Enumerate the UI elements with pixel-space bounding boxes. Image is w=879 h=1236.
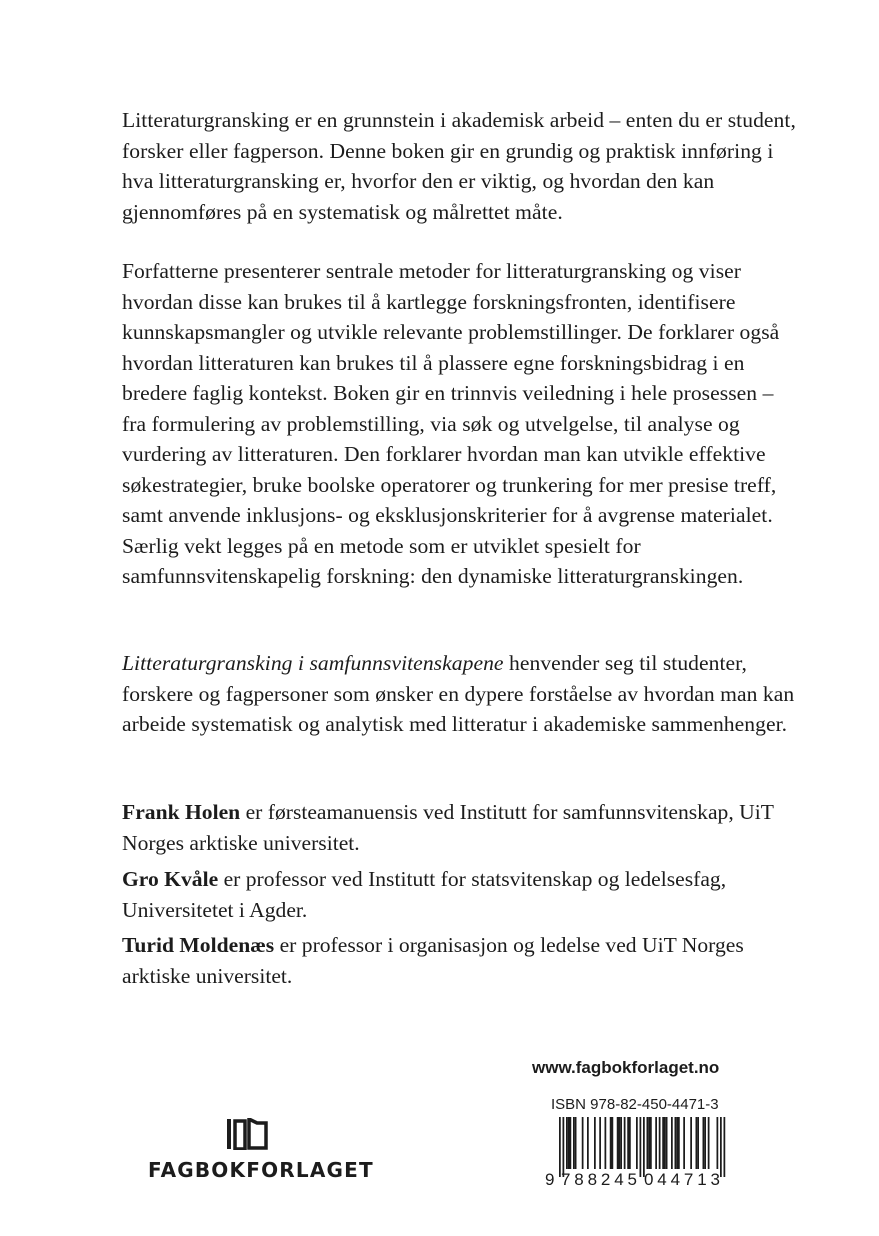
barcode-bar (683, 1117, 685, 1169)
barcode-bar (605, 1117, 607, 1169)
paragraph-text-1: Litteraturgransking er en grunnstein i akademisk arbeid – enten du er student, forsker eller fagperson. Denne boken gir en grundig og praktisk innføring i hva litteraturgransking er, hvorfor den er viktig, og hvordan den kan gjennomføres på en systematisk og målrettet måte. (122, 108, 796, 224)
barcode-bar (582, 1117, 584, 1169)
barcode-bar (575, 1117, 577, 1169)
barcode-bar (629, 1117, 631, 1169)
barcode-bar (570, 1117, 572, 1169)
barcode-bar (568, 1117, 570, 1169)
barcode-bar (703, 1117, 705, 1169)
barcode-bar (717, 1117, 719, 1169)
author-bio-text: er professor ved Institutt for statsvitenskap og ledelsesfag, Universitetet i Agder. (122, 867, 727, 922)
barcode-bar (643, 1117, 645, 1177)
barcode-bar (659, 1117, 661, 1169)
barcode-bar (708, 1117, 710, 1169)
barcode-bar (559, 1117, 561, 1177)
barcode-bar (697, 1117, 699, 1169)
barcode-bar (612, 1117, 614, 1169)
barcode-bar (563, 1117, 565, 1177)
author-name: Gro Kvåle (122, 867, 219, 891)
author-bio-text: er professor i organisasjon og ledelse ved UiT Norges arktiske universitet. (122, 933, 744, 988)
barcode-bar (690, 1117, 692, 1169)
author-bio-text: er førsteamanuensis ved Institutt for samfunnsvitenskap, UiT Norges arktiske universitet. (122, 800, 774, 855)
book-logo-icon (226, 1118, 268, 1150)
barcode-bar (594, 1117, 596, 1169)
barcode-bar (696, 1117, 698, 1169)
barcode-bar (636, 1117, 638, 1169)
isbn-label: ISBN 978-82-450-4471-3 (551, 1096, 719, 1113)
barcode-bar (599, 1117, 601, 1169)
paragraph-text-2: Forfatterne presenterer sentrale metoder for litteraturgransking og viser hvordan disse kan brukes til å kartlegge forskningsfronten, identifisere kunnskapsmangler og utvikle relevante problemstillinger. De forklarer også hvordan litteraturen kan brukes til å plassere egne forskningsbidrag i en bredere faglig kontekst. Boken gir en trinnvis veiledning i hele prosessen – fra formulering av problemstilling, via søk og utvelgelse, til analyse og vurdering av litteraturen. Den forklarer hvordan man kan utvikle effektive søkestrategier, bruke boolske operatorer og trunkering for mer presise treff, samt anvende inklusjons- og eksklusjonskriterier for å avgrense materialet. Særlig vekt legges på en metode som er utviklet spesielt for samfunnsvitenskapelig forskning: den dynamiske litteraturgranskingen. (122, 259, 780, 588)
barcode-bar (627, 1117, 629, 1169)
barcode-bar (566, 1117, 568, 1169)
isbn-barcode (541, 1117, 731, 1189)
barcode-bar (704, 1117, 706, 1169)
barcode-bar (617, 1117, 619, 1169)
description-paragraph-2 (122, 256, 802, 592)
barcode-bars (559, 1117, 725, 1177)
barcode-bar (662, 1117, 664, 1169)
barcode-bar (675, 1117, 677, 1169)
description-paragraph-3 (122, 648, 802, 740)
barcode-first-digit: 9 (545, 1170, 555, 1189)
barcode-bar (640, 1117, 642, 1177)
barcode-bar (650, 1117, 652, 1169)
paragraph-3-rest: henvender seg til studenter, forskere og fagpersoner som ønsker en dypere forståelse av hvordan man kan arbeide systematisk og analytisk med litteratur i akademiske sammenhenger. (122, 651, 795, 736)
barcode-bar (648, 1117, 650, 1169)
barcode-bar (676, 1117, 678, 1169)
barcode-bar (678, 1117, 680, 1169)
barcode-bar (664, 1117, 666, 1169)
barcode-bar (587, 1117, 589, 1169)
book-title-italic: Litteraturgransking i samfunnsvitenskapene (122, 651, 504, 675)
barcode-bar (647, 1117, 649, 1169)
author-bio-3 (122, 930, 802, 991)
barcode-right-digits: 044713 (644, 1170, 720, 1189)
publisher-website[interactable]: www.fagbokforlaget.no (532, 1058, 720, 1077)
description-paragraph-1 (122, 105, 802, 227)
author-name: Turid Moldenæs (122, 933, 275, 957)
author-bio-1 (122, 797, 802, 858)
barcode-bar (720, 1117, 722, 1177)
barcode-bar (655, 1117, 657, 1169)
barcode-bar (666, 1117, 668, 1169)
publisher-name: FAGBOKFORLAGET (148, 1158, 374, 1182)
barcode-bar (573, 1117, 575, 1169)
barcode-left-digits: 788245 (561, 1170, 637, 1189)
barcode-bar (624, 1117, 626, 1169)
barcode-bar (610, 1117, 612, 1169)
barcode-bar (724, 1117, 726, 1177)
author-bio-2 (122, 864, 802, 925)
paragraph-text-3 (122, 648, 802, 740)
barcode-bar (619, 1117, 621, 1169)
barcode-bar (620, 1117, 622, 1169)
author-name: Frank Holen (122, 800, 241, 824)
barcode-bar (671, 1117, 673, 1169)
